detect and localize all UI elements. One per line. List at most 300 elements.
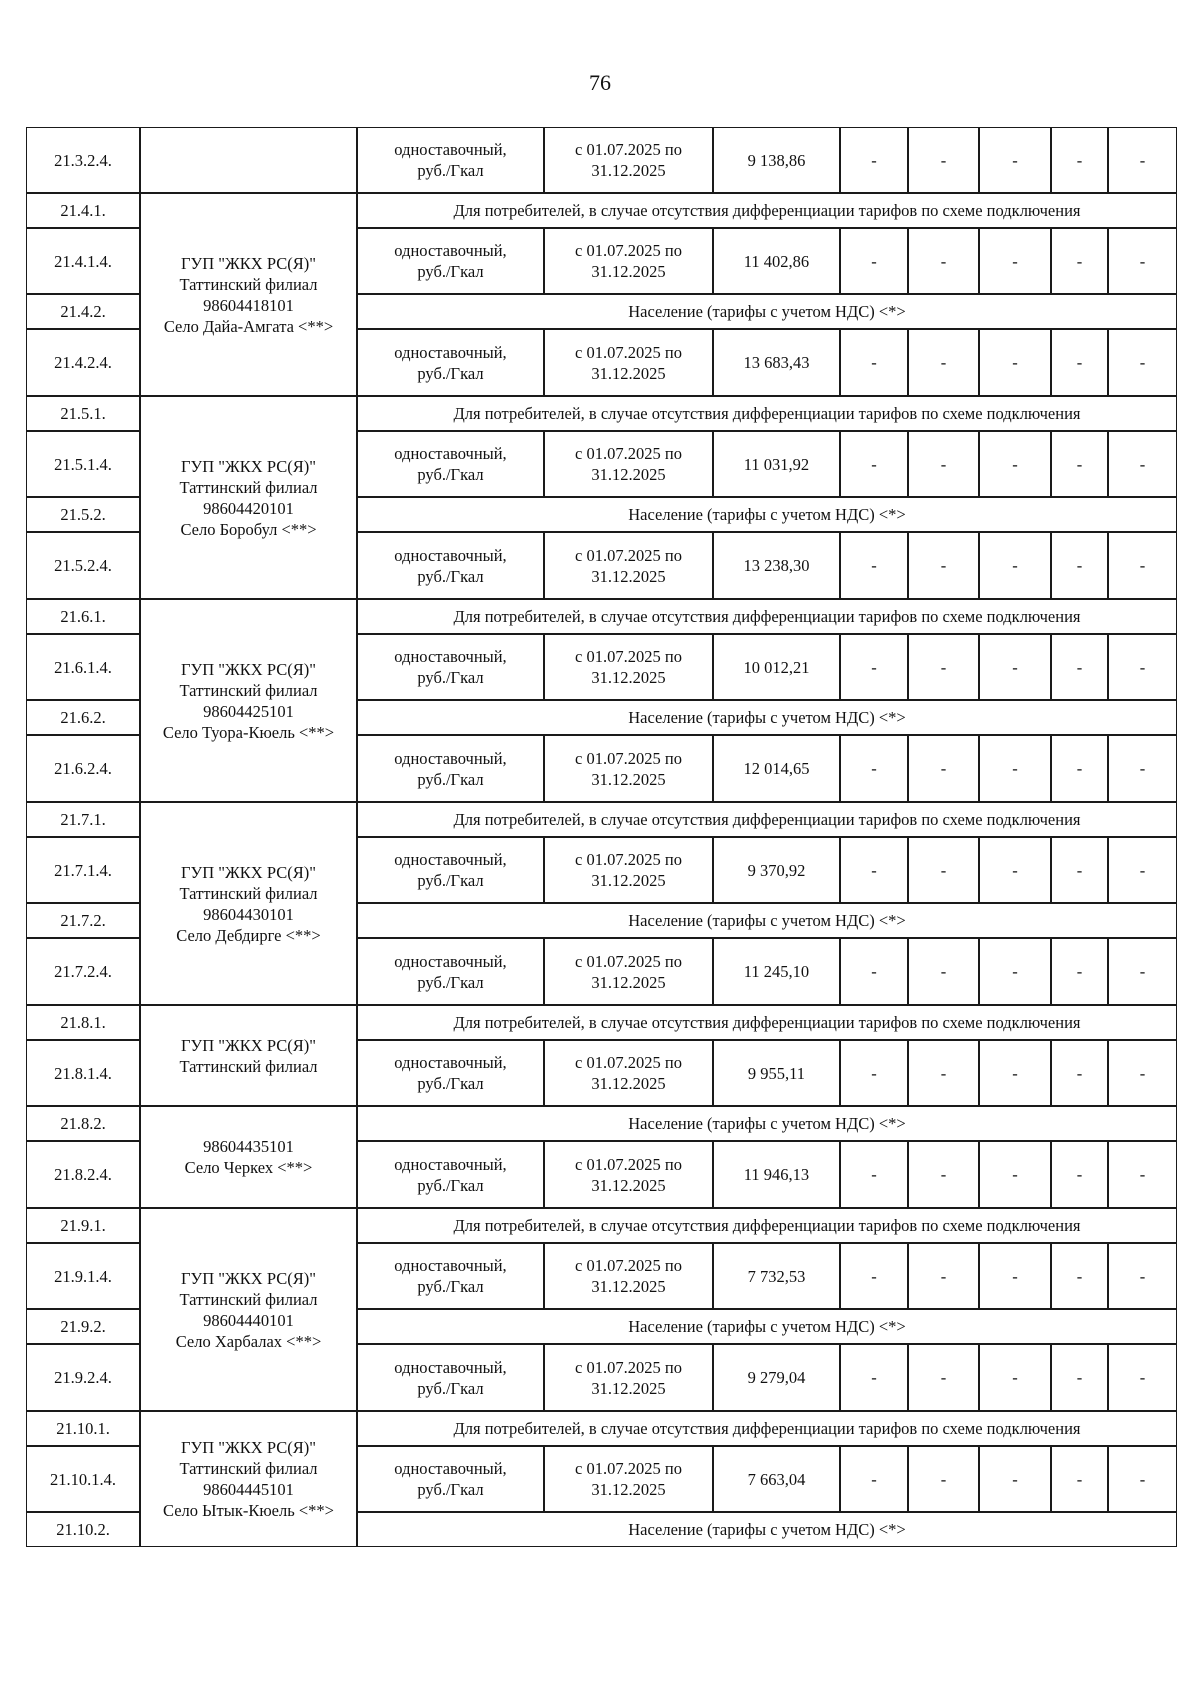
page-number: 76 xyxy=(589,70,611,95)
population-header-row xyxy=(357,1512,1177,1547)
tariff-type-cell-text: одноставочный, руб./Гкал xyxy=(394,1053,507,1093)
no-differentiation-header-row xyxy=(357,193,1177,228)
empty-value-cell xyxy=(840,837,908,903)
empty-value-cell-text: - xyxy=(1012,1368,1018,1387)
empty-value-cell-text: - xyxy=(940,1063,947,1083)
row-number-cell xyxy=(26,735,140,802)
tariff-period-cell-text: с 01.07.2025 по 31.12.2025 xyxy=(575,951,682,992)
empty-value-cell xyxy=(908,837,979,903)
empty-value-cell xyxy=(1051,431,1108,497)
empty-value-cell xyxy=(979,329,1051,396)
tariff-period-cell xyxy=(544,532,713,599)
empty-value-cell xyxy=(908,634,979,700)
tariff-type-cell-text: одноставочный, руб./Гкал xyxy=(394,647,507,687)
empty-value-cell-text: - xyxy=(940,1368,947,1387)
empty-value-cell-text: - xyxy=(940,454,947,474)
empty-value-cell xyxy=(1051,634,1108,700)
empty-value-cell xyxy=(1108,228,1177,294)
population-header-row xyxy=(357,700,1177,735)
row-number-cell xyxy=(26,634,140,700)
row-number-cell-text: 21.8.1. xyxy=(60,1013,106,1032)
row-number-cell xyxy=(26,532,140,599)
tariff-value-cell xyxy=(713,431,840,497)
row-number-cell-text: 21.10.1. xyxy=(56,1419,110,1438)
row-number-cell xyxy=(26,1512,140,1547)
empty-value-cell xyxy=(908,532,979,599)
empty-value-cell xyxy=(1108,1446,1177,1512)
empty-value-cell-text: - xyxy=(871,556,877,575)
row-number-cell xyxy=(26,599,140,634)
empty-value-cell-text: - xyxy=(940,353,947,372)
empty-value-cell-text: - xyxy=(871,1165,877,1184)
row-number-cell-text: 21.5.1.4. xyxy=(54,454,112,474)
tariff-type-cell xyxy=(357,228,544,294)
tariff-value-cell-text: 11 402,86 xyxy=(743,251,810,271)
empty-value-cell-text: - xyxy=(1076,150,1083,170)
empty-value-cell-text: - xyxy=(871,759,877,778)
tariff-type-cell xyxy=(357,1243,544,1309)
empty-value-cell-text: - xyxy=(1139,962,1146,981)
row-number-cell-text: 21.8.2. xyxy=(60,1114,106,1133)
empty-value-cell xyxy=(840,127,908,193)
empty-value-cell xyxy=(908,329,979,396)
empty-value-cell-text: - xyxy=(871,1063,877,1083)
row-number-cell-text: 21.5.2. xyxy=(60,505,106,524)
empty-value-cell-text: - xyxy=(940,657,947,677)
empty-value-cell-text: - xyxy=(871,150,877,170)
organization-cell-text: 98604435101 Село Черкех <**> xyxy=(184,1137,313,1177)
empty-value-cell-text: - xyxy=(1076,1368,1083,1387)
empty-value-cell xyxy=(979,634,1051,700)
empty-value-cell-text: - xyxy=(1012,1063,1018,1083)
row-number-cell-text: 21.9.1. xyxy=(60,1216,106,1235)
tariff-period-cell xyxy=(544,1344,713,1411)
tariff-value-cell-text: 13 683,43 xyxy=(743,353,810,372)
row-number-cell xyxy=(26,1040,140,1106)
empty-value-cell xyxy=(840,1446,908,1512)
row-number-cell xyxy=(26,1446,140,1512)
empty-value-cell xyxy=(979,938,1051,1005)
empty-value-cell xyxy=(1051,532,1108,599)
no-differentiation-header-row-text: Для потребителей, в случае отсутствия дифференциации тарифов по схеме подключения xyxy=(453,1419,1081,1438)
tariff-period-cell xyxy=(544,938,713,1005)
empty-value-cell xyxy=(1051,1446,1108,1512)
empty-value-cell-text: - xyxy=(1012,759,1018,778)
tariff-type-cell xyxy=(357,938,544,1005)
empty-value-cell-text: - xyxy=(871,353,877,372)
row-number-cell xyxy=(26,329,140,396)
organization-cell xyxy=(140,1106,357,1208)
row-number-cell xyxy=(26,938,140,1005)
empty-value-cell xyxy=(840,1040,908,1106)
empty-value-cell xyxy=(1108,837,1177,903)
empty-value-cell xyxy=(1051,228,1108,294)
row-number-cell-text: 21.7.2.4. xyxy=(54,962,112,981)
tariff-period-cell-text: с 01.07.2025 по 31.12.2025 xyxy=(575,1459,682,1499)
row-number-cell-text: 21.7.2. xyxy=(60,911,106,930)
no-differentiation-header-row xyxy=(357,599,1177,634)
tariff-type-cell xyxy=(357,431,544,497)
row-number-cell-text: 21.4.1.4. xyxy=(54,251,112,271)
population-header-row xyxy=(357,294,1177,329)
row-number-cell-text: 21.6.1. xyxy=(60,607,106,626)
empty-value-cell-text: - xyxy=(871,454,877,474)
no-differentiation-header-row xyxy=(357,1411,1177,1446)
empty-value-cell xyxy=(1108,1243,1177,1309)
tariff-value-cell-text: 11 946,13 xyxy=(743,1165,810,1184)
organization-cell xyxy=(140,802,357,1005)
empty-value-cell xyxy=(908,1344,979,1411)
row-number-cell xyxy=(26,903,140,938)
tariff-type-cell-text: одноставочный, руб./Гкал xyxy=(394,241,507,281)
empty-value-cell xyxy=(1051,837,1108,903)
organization-cell-text: ГУП "ЖКХ РС(Я)" Таттинский филиал 98604425101 Село Туора-Кюель <**> xyxy=(162,659,335,742)
empty-value-cell-text: - xyxy=(1076,1165,1083,1184)
row-number-cell-text: 21.10.2. xyxy=(56,1520,110,1539)
tariff-type-cell-text: одноставочный, руб./Гкал xyxy=(394,1357,507,1398)
population-header-row-text: Население (тарифы с учетом НДС) <*> xyxy=(628,911,906,930)
empty-value-cell-text: - xyxy=(1012,1266,1018,1286)
empty-value-cell-text: - xyxy=(1012,962,1018,981)
population-header-row-text: Население (тарифы с учетом НДС) <*> xyxy=(628,708,906,727)
tariff-type-cell xyxy=(357,1141,544,1208)
empty-value-cell xyxy=(1108,431,1177,497)
row-number-cell-text: 21.5.2.4. xyxy=(54,556,112,575)
tariff-value-cell-text: 9 370,92 xyxy=(747,860,806,880)
population-header-row xyxy=(357,903,1177,938)
empty-value-cell-text: - xyxy=(1076,860,1083,880)
empty-value-cell-text: - xyxy=(871,1368,877,1387)
tariff-period-cell-text: с 01.07.2025 по 31.12.2025 xyxy=(575,1053,682,1093)
row-number-cell xyxy=(26,228,140,294)
empty-value-cell-text: - xyxy=(1139,1063,1146,1083)
empty-value-cell xyxy=(908,431,979,497)
empty-value-cell-text: - xyxy=(1139,454,1146,474)
row-number-cell-text: 21.9.1.4. xyxy=(54,1266,112,1286)
empty-value-cell xyxy=(840,1141,908,1208)
tariff-type-cell xyxy=(357,837,544,903)
row-number-cell-text: 21.6.2.4. xyxy=(54,759,112,778)
organization-cell xyxy=(140,1411,357,1547)
empty-value-cell xyxy=(908,1243,979,1309)
empty-value-cell-text: - xyxy=(940,962,947,981)
tariff-period-cell xyxy=(544,228,713,294)
tariff-type-cell xyxy=(357,634,544,700)
row-number-cell xyxy=(26,1106,140,1141)
no-differentiation-header-row-text: Для потребителей, в случае отсутствия дифференциации тарифов по схеме подключения xyxy=(453,810,1081,829)
row-number-cell xyxy=(26,1005,140,1040)
no-differentiation-header-row xyxy=(357,396,1177,431)
row-number-cell xyxy=(26,1243,140,1309)
empty-value-cell-text: - xyxy=(1012,657,1018,677)
empty-value-cell xyxy=(840,735,908,802)
tariff-type-cell-text: одноставочный, руб./Гкал xyxy=(394,1154,507,1195)
empty-value-cell xyxy=(840,532,908,599)
empty-value-cell xyxy=(1051,735,1108,802)
empty-value-cell xyxy=(1051,1141,1108,1208)
row-number-cell-text: 21.4.1. xyxy=(60,201,106,220)
empty-value-cell xyxy=(979,532,1051,599)
tariff-value-cell xyxy=(713,1040,840,1106)
empty-value-cell-text: - xyxy=(871,1266,877,1286)
empty-value-cell xyxy=(840,938,908,1005)
tariff-value-cell-text: 9 138,86 xyxy=(747,150,806,170)
empty-value-cell xyxy=(979,1141,1051,1208)
empty-value-cell xyxy=(1051,329,1108,396)
empty-value-cell xyxy=(1051,127,1108,193)
tariff-type-cell xyxy=(357,127,544,193)
tariff-value-cell-text: 12 014,65 xyxy=(743,759,810,778)
tariff-type-cell xyxy=(357,1344,544,1411)
no-differentiation-header-row-text: Для потребителей, в случае отсутствия дифференциации тарифов по схеме подключения xyxy=(453,1216,1081,1235)
tariff-period-cell-text: с 01.07.2025 по 31.12.2025 xyxy=(575,1154,682,1195)
empty-value-cell xyxy=(979,228,1051,294)
tariff-value-cell xyxy=(713,1243,840,1309)
tariff-period-cell-text: с 01.07.2025 по 31.12.2025 xyxy=(575,1256,682,1296)
empty-value-cell-text: - xyxy=(940,251,947,271)
empty-value-cell xyxy=(1051,938,1108,1005)
empty-value-cell-text: - xyxy=(940,860,947,880)
empty-value-cell-text: - xyxy=(1076,1469,1083,1489)
row-number-cell xyxy=(26,1141,140,1208)
row-number-cell xyxy=(26,1344,140,1411)
empty-value-cell-text: - xyxy=(940,1165,947,1184)
empty-value-cell xyxy=(840,1344,908,1411)
empty-value-cell-text: - xyxy=(1139,1469,1146,1489)
row-number-cell-text: 21.7.1. xyxy=(60,810,106,829)
empty-value-cell xyxy=(979,1344,1051,1411)
no-differentiation-header-row-text: Для потребителей, в случае отсутствия дифференциации тарифов по схеме подключения xyxy=(453,201,1081,220)
population-header-row-text: Население (тарифы с учетом НДС) <*> xyxy=(628,302,906,321)
tariff-period-cell xyxy=(544,735,713,802)
empty-value-cell-text: - xyxy=(940,1469,947,1489)
row-number-cell-text: 21.3.2.4. xyxy=(54,150,112,170)
row-number-cell-text: 21.9.2.4. xyxy=(54,1368,112,1387)
empty-value-cell-text: - xyxy=(1139,251,1146,271)
empty-value-cell-text: - xyxy=(1139,556,1146,575)
tariff-value-cell-text: 11 245,10 xyxy=(743,962,810,981)
row-number-cell xyxy=(26,193,140,228)
population-header-row-text: Население (тарифы с учетом НДС) <*> xyxy=(628,1317,906,1336)
empty-value-cell-text: - xyxy=(871,657,877,677)
empty-value-cell xyxy=(1108,735,1177,802)
empty-value-cell-text: - xyxy=(1076,251,1083,271)
population-header-row-text: Население (тарифы с учетом НДС) <*> xyxy=(628,1520,906,1539)
tariff-period-cell-text: с 01.07.2025 по 31.12.2025 xyxy=(575,748,682,789)
empty-value-cell-text: - xyxy=(1139,759,1146,778)
empty-value-cell-text: - xyxy=(1139,353,1146,372)
row-number-cell xyxy=(26,802,140,837)
tariff-value-cell xyxy=(713,1446,840,1512)
empty-value-cell xyxy=(908,1040,979,1106)
empty-value-cell xyxy=(908,1141,979,1208)
tariff-period-cell xyxy=(544,1141,713,1208)
population-header-row-text: Население (тарифы с учетом НДС) <*> xyxy=(628,1114,906,1133)
empty-value-cell-text: - xyxy=(1012,150,1018,170)
empty-value-cell-text: - xyxy=(1076,962,1083,981)
tariff-value-cell-text: 10 012,21 xyxy=(743,657,810,677)
organization-cell-text: ГУП "ЖКХ РС(Я)" Таттинский филиал 98604430101 Село Дебдирге <**> xyxy=(176,862,321,945)
tariff-type-cell xyxy=(357,532,544,599)
tariff-period-cell-text: с 01.07.2025 по 31.12.2025 xyxy=(575,647,682,687)
row-number-cell xyxy=(26,700,140,735)
tariff-value-cell-text: 7 732,53 xyxy=(747,1266,806,1286)
tariff-period-cell xyxy=(544,634,713,700)
empty-value-cell xyxy=(1051,1040,1108,1106)
tariff-value-cell xyxy=(713,837,840,903)
tariff-value-cell xyxy=(713,532,840,599)
empty-value-cell-text: - xyxy=(871,962,877,981)
empty-value-cell xyxy=(840,228,908,294)
empty-value-cell-text: - xyxy=(1139,1368,1146,1387)
row-number-cell-text: 21.7.1.4. xyxy=(54,860,112,880)
empty-value-cell xyxy=(840,1243,908,1309)
organization-cell-text: ГУП "ЖКХ РС(Я)" Таттинский филиал 98604420101 Село Боробул <**> xyxy=(179,456,318,539)
empty-value-cell xyxy=(979,1040,1051,1106)
empty-value-cell xyxy=(979,1446,1051,1512)
empty-value-cell-text: - xyxy=(940,150,947,170)
empty-value-cell-text: - xyxy=(1139,150,1146,170)
empty-value-cell xyxy=(908,938,979,1005)
tariff-type-cell-text: одноставочный, руб./Гкал xyxy=(394,1256,507,1296)
organization-cell xyxy=(140,193,357,396)
empty-value-cell-text: - xyxy=(940,1266,947,1286)
row-number-cell xyxy=(26,127,140,193)
empty-value-cell-text: - xyxy=(1012,860,1018,880)
empty-value-cell xyxy=(908,228,979,294)
tariff-value-cell-text: 7 663,04 xyxy=(747,1469,806,1489)
empty-value-cell-text: - xyxy=(1076,1266,1083,1286)
tariff-value-cell-text: 9 279,04 xyxy=(747,1368,806,1387)
tariff-type-cell-text: одноставочный, руб./Гкал xyxy=(394,951,507,992)
row-number-cell-text: 21.4.2.4. xyxy=(54,353,112,372)
empty-value-cell-text: - xyxy=(1076,454,1083,474)
organization-cell-text: ГУП "ЖКХ РС(Я)" Таттинский филиал xyxy=(179,1035,318,1076)
tariff-period-cell xyxy=(544,127,713,193)
tariff-period-cell xyxy=(544,329,713,396)
no-differentiation-header-row-text: Для потребителей, в случае отсутствия дифференциации тарифов по схеме подключения xyxy=(453,607,1081,626)
empty-value-cell-text: - xyxy=(1139,1266,1146,1286)
row-number-cell-text: 21.5.1. xyxy=(60,404,106,423)
empty-value-cell-text: - xyxy=(1012,1469,1018,1489)
empty-value-cell-text: - xyxy=(940,759,947,778)
tariff-value-cell xyxy=(713,329,840,396)
empty-value-cell-text: - xyxy=(1012,353,1018,372)
tariff-type-cell-text: одноставочный, руб./Гкал xyxy=(394,748,507,789)
empty-value-cell xyxy=(1051,1344,1108,1411)
row-number-cell xyxy=(26,396,140,431)
tariff-type-cell xyxy=(357,1446,544,1512)
row-number-cell xyxy=(26,1309,140,1344)
tariff-period-cell-text: с 01.07.2025 по 31.12.2025 xyxy=(575,140,682,180)
empty-value-cell-text: - xyxy=(1076,1063,1083,1083)
tariff-type-cell xyxy=(357,735,544,802)
tariff-type-cell-text: одноставочный, руб./Гкал xyxy=(394,545,507,586)
empty-value-cell-text: - xyxy=(871,251,877,271)
population-header-row xyxy=(357,1106,1177,1141)
row-number-cell-text: 21.8.2.4. xyxy=(54,1165,112,1184)
no-differentiation-header-row xyxy=(357,802,1177,837)
row-number-cell-text: 21.10.1.4. xyxy=(50,1469,116,1489)
tariff-period-cell xyxy=(544,1040,713,1106)
empty-value-cell-text: - xyxy=(1012,556,1018,575)
empty-value-cell xyxy=(1108,634,1177,700)
tariff-period-cell xyxy=(544,431,713,497)
empty-value-cell-text: - xyxy=(940,556,947,575)
row-number-cell xyxy=(26,1208,140,1243)
tariff-value-cell-text: 9 955,11 xyxy=(747,1063,806,1083)
empty-value-cell xyxy=(908,735,979,802)
empty-value-cell-text: - xyxy=(1076,556,1083,575)
row-number-cell-text: 21.6.2. xyxy=(60,708,106,727)
empty-value-cell xyxy=(979,127,1051,193)
tariff-period-cell-text: с 01.07.2025 по 31.12.2025 xyxy=(575,1357,682,1398)
organization-cell xyxy=(140,396,357,599)
organization-cell xyxy=(140,1005,357,1106)
tariff-period-cell xyxy=(544,837,713,903)
tariff-value-cell xyxy=(713,127,840,193)
tariff-period-cell-text: с 01.07.2025 по 31.12.2025 xyxy=(575,545,682,586)
population-header-row xyxy=(357,497,1177,532)
row-number-cell xyxy=(26,1411,140,1446)
population-header-row-text: Население (тарифы с учетом НДС) <*> xyxy=(628,505,906,524)
no-differentiation-header-row xyxy=(357,1005,1177,1040)
empty-value-cell-text: - xyxy=(1139,1165,1146,1184)
organization-cell-text: ГУП "ЖКХ РС(Я)" Таттинский филиал 98604440101 Село Харбалах <**> xyxy=(175,1268,322,1351)
tariff-value-cell xyxy=(713,1344,840,1411)
tariff-period-cell xyxy=(544,1243,713,1309)
row-number-cell xyxy=(26,294,140,329)
tariff-type-cell-text: одноставочный, руб./Гкал xyxy=(394,342,507,383)
tariff-type-cell-text: одноставочный, руб./Гкал xyxy=(394,444,507,484)
row-number-cell-text: 21.6.1.4. xyxy=(54,657,112,677)
empty-value-cell xyxy=(1108,329,1177,396)
empty-value-cell xyxy=(1108,938,1177,1005)
empty-value-cell xyxy=(908,1446,979,1512)
empty-value-cell xyxy=(840,329,908,396)
tariff-type-cell xyxy=(357,1040,544,1106)
empty-value-cell xyxy=(979,1243,1051,1309)
row-number-cell xyxy=(26,837,140,903)
empty-value-cell xyxy=(979,837,1051,903)
empty-value-cell-text: - xyxy=(1139,860,1146,880)
empty-value-cell-text: - xyxy=(1012,1165,1018,1184)
tariff-value-cell xyxy=(713,1141,840,1208)
organization-cell-empty xyxy=(140,127,357,193)
empty-value-cell-text: - xyxy=(871,1469,877,1489)
tariff-value-cell-text: 11 031,92 xyxy=(743,454,810,474)
no-differentiation-header-row-text: Для потребителей, в случае отсутствия дифференциации тарифов по схеме подключения xyxy=(453,1013,1081,1032)
empty-value-cell xyxy=(908,127,979,193)
tariff-type-cell-text: одноставочный, руб./Гкал xyxy=(394,140,507,180)
empty-value-cell xyxy=(979,735,1051,802)
empty-value-cell xyxy=(1108,532,1177,599)
organization-cell-text: ГУП "ЖКХ РС(Я)" Таттинский филиал 98604418101 Село Дайа-Амгата <**> xyxy=(163,253,334,336)
empty-value-cell-text: - xyxy=(871,860,877,880)
organization-cell xyxy=(140,1208,357,1411)
empty-value-cell-text: - xyxy=(1012,251,1018,271)
empty-value-cell xyxy=(840,634,908,700)
no-differentiation-header-row xyxy=(357,1208,1177,1243)
organization-cell xyxy=(140,599,357,802)
tariff-value-cell-text: 13 238,30 xyxy=(743,556,810,575)
tariff-period-cell-text: с 01.07.2025 по 31.12.2025 xyxy=(575,444,682,484)
empty-value-cell xyxy=(1108,1344,1177,1411)
empty-value-cell-text: - xyxy=(1139,657,1146,677)
row-number-cell-text: 21.8.1.4. xyxy=(54,1063,112,1083)
tariff-period-cell-text: с 01.07.2025 по 31.12.2025 xyxy=(575,241,682,281)
empty-value-cell-text: - xyxy=(1076,657,1083,677)
